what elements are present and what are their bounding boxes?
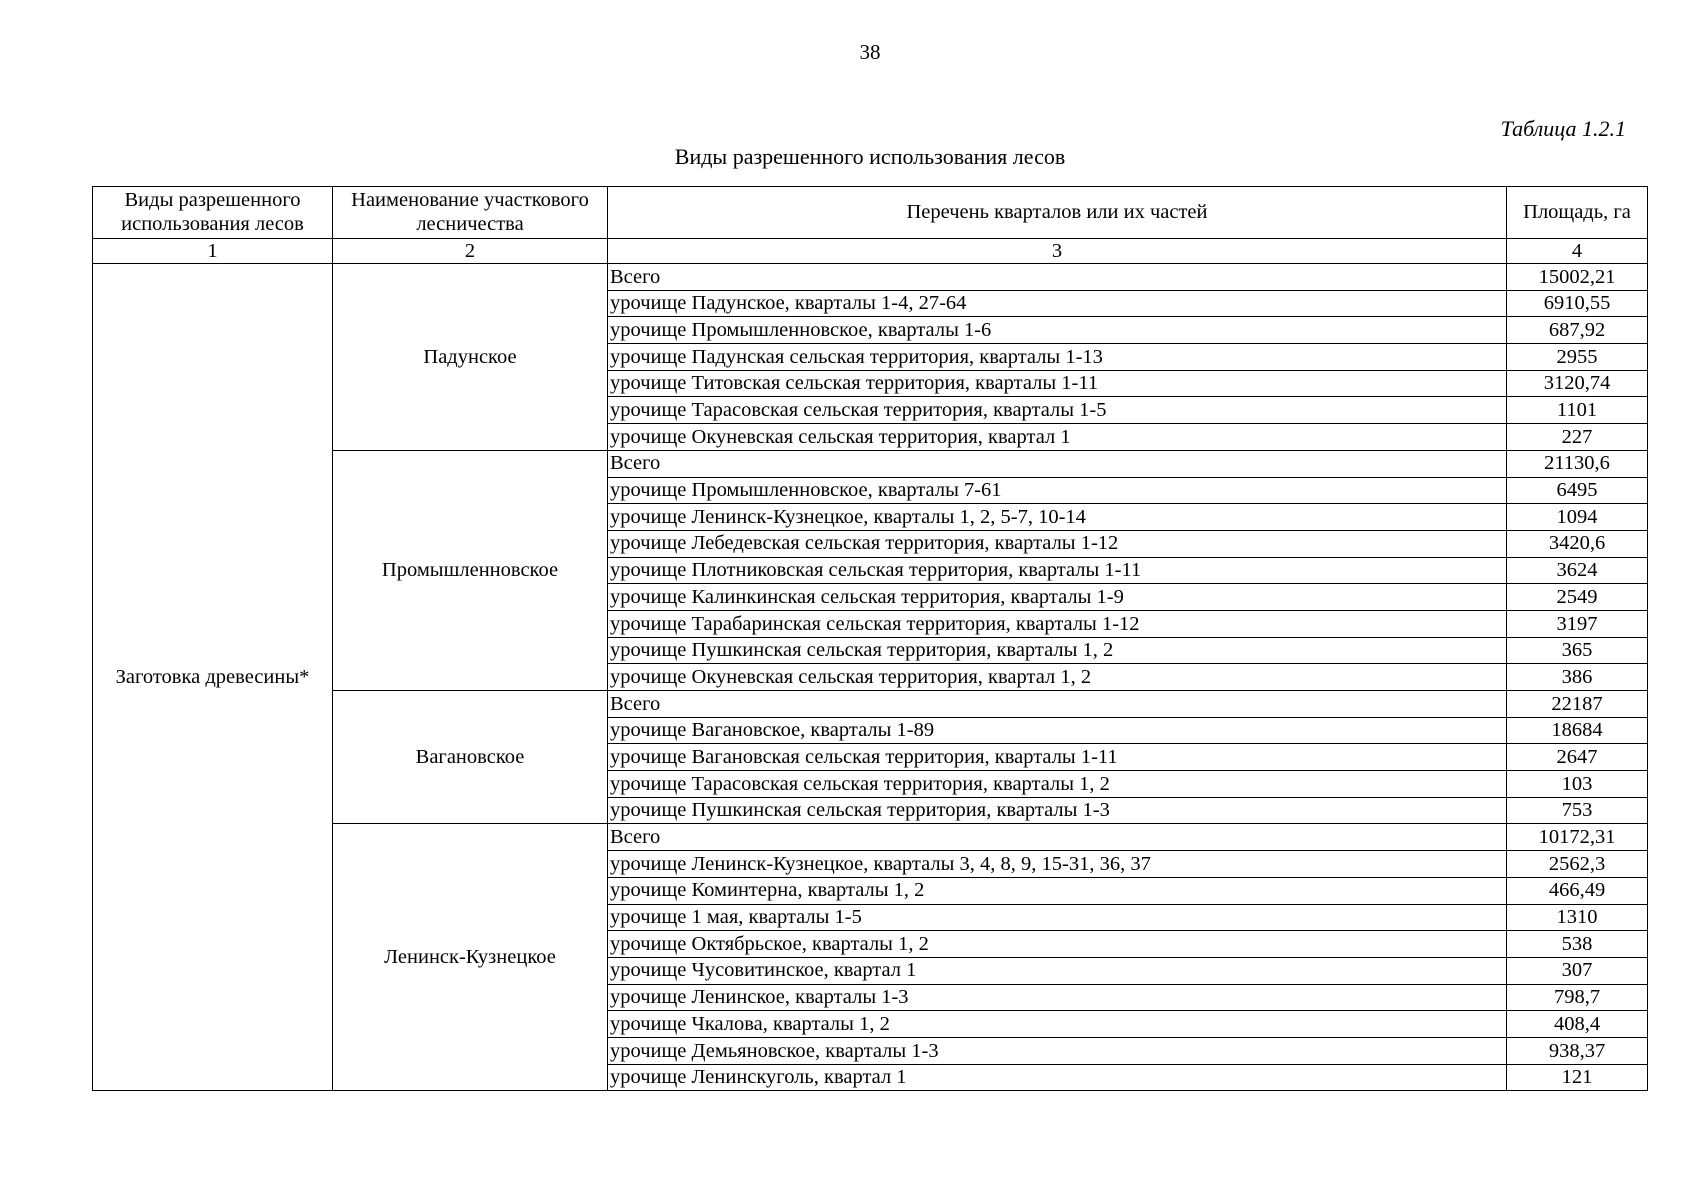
quarters-cell: урочище Окуневская сельская территория, квартал 1 — [608, 424, 1507, 451]
quarters-cell: урочище Тарасовская сельская территория, кварталы 1, 2 — [608, 771, 1507, 798]
quarters-cell: урочище Промышленновское, кварталы 1-6 — [608, 317, 1507, 344]
quarters-cell: урочище Пушкинская сельская территория, кварталы 1-3 — [608, 797, 1507, 824]
quarters-cell: урочище Вагановское, кварталы 1-89 — [608, 717, 1507, 744]
forestry-name-cell: Падунское — [333, 264, 608, 451]
quarters-cell: урочище Демьяновское, кварталы 1-3 — [608, 1037, 1507, 1064]
quarters-cell: урочище Пушкинская сельская территория, кварталы 1, 2 — [608, 637, 1507, 664]
quarters-cell: урочище Коминтерна, кварталы 1, 2 — [608, 877, 1507, 904]
area-cell: 103 — [1507, 771, 1648, 798]
header-forestry: Наименование участкового лесничества — [333, 187, 608, 239]
forest-use-table — [92, 186, 1648, 1091]
quarters-cell: урочище 1 мая, кварталы 1-5 — [608, 904, 1507, 931]
area-cell: 386 — [1507, 664, 1648, 691]
area-cell: 3197 — [1507, 610, 1648, 637]
quarters-cell: урочище Титовская сельская территория, кварталы 1-11 — [608, 370, 1507, 397]
quarters-cell: урочище Чкалова, кварталы 1, 2 — [608, 1011, 1507, 1038]
quarters-cell: урочище Промышленновское, кварталы 7-61 — [608, 477, 1507, 504]
table-header-row — [93, 187, 1648, 239]
quarters-cell: Всего — [608, 450, 1507, 477]
area-cell: 938,37 — [1507, 1037, 1648, 1064]
area-cell: 307 — [1507, 957, 1648, 984]
quarters-cell: урочище Ленинск-Кузнецкое, кварталы 3, 4, 8, 9, 15-31, 36, 37 — [608, 851, 1507, 878]
use-type-cell: Заготовка древесины* — [93, 264, 333, 1091]
quarters-cell: урочище Ленинскуголь, квартал 1 — [608, 1064, 1507, 1091]
area-cell: 408,4 — [1507, 1011, 1648, 1038]
quarters-cell: Всего — [608, 824, 1507, 851]
column-number: 4 — [1507, 239, 1648, 264]
area-cell: 10172,31 — [1507, 824, 1648, 851]
header-area: Площадь, га — [1507, 187, 1648, 239]
quarters-cell: урочище Тарабаринская сельская территория, кварталы 1-12 — [608, 610, 1507, 637]
area-cell: 3624 — [1507, 557, 1648, 584]
quarters-cell: урочище Вагановская сельская территория, кварталы 1-11 — [608, 744, 1507, 771]
area-cell: 2955 — [1507, 344, 1648, 371]
forestry-name-cell: Промышленновское — [333, 450, 608, 690]
area-cell: 365 — [1507, 637, 1648, 664]
area-cell: 687,92 — [1507, 317, 1648, 344]
forestry-name-cell: Ленинск-Кузнецкое — [333, 824, 608, 1091]
quarters-cell: урочище Октябрьское, кварталы 1, 2 — [608, 931, 1507, 958]
quarters-cell: урочище Калинкинская сельская территория, кварталы 1-9 — [608, 584, 1507, 611]
area-cell: 2562,3 — [1507, 851, 1648, 878]
area-cell: 798,7 — [1507, 984, 1648, 1011]
area-cell: 1101 — [1507, 397, 1648, 424]
area-cell: 1094 — [1507, 504, 1648, 531]
quarters-cell: урочище Ленинское, кварталы 1-3 — [608, 984, 1507, 1011]
quarters-cell: урочище Плотниковская сельская территория, кварталы 1-11 — [608, 557, 1507, 584]
area-cell: 6910,55 — [1507, 290, 1648, 317]
area-cell: 3420,6 — [1507, 530, 1648, 557]
area-cell: 1310 — [1507, 904, 1648, 931]
quarters-cell: урочище Ленинск-Кузнецкое, кварталы 1, 2, 5-7, 10-14 — [608, 504, 1507, 531]
quarters-cell: урочище Чусовитинское, квартал 1 — [608, 957, 1507, 984]
quarters-cell: урочище Окуневская сельская территория, квартал 1, 2 — [608, 664, 1507, 691]
area-cell: 22187 — [1507, 691, 1648, 718]
table-label: Таблица 1.2.1 — [1500, 116, 1626, 141]
column-number: 1 — [93, 239, 333, 264]
table-title: Виды разрешенного использования лесов — [674, 144, 1066, 169]
area-cell: 3120,74 — [1507, 370, 1648, 397]
page-number: 38 — [859, 40, 881, 64]
quarters-cell: урочище Тарасовская сельская территория, кварталы 1-5 — [608, 397, 1507, 424]
quarters-cell: урочище Лебедевская сельская территория, кварталы 1-12 — [608, 530, 1507, 557]
quarters-cell: Всего — [608, 691, 1507, 718]
column-number-row — [93, 239, 1648, 264]
area-cell: 753 — [1507, 797, 1648, 824]
forestry-name-cell: Вагановское — [333, 691, 608, 824]
quarters-cell: урочище Падунская сельская территория, кварталы 1-13 — [608, 344, 1507, 371]
area-cell: 2647 — [1507, 744, 1648, 771]
quarters-cell: Всего — [608, 264, 1507, 291]
area-cell: 538 — [1507, 931, 1648, 958]
header-quarters: Перечень кварталов или их частей — [608, 187, 1507, 239]
area-cell: 227 — [1507, 424, 1648, 451]
area-cell: 2549 — [1507, 584, 1648, 611]
quarters-cell: урочище Падунское, кварталы 1-4, 27-64 — [608, 290, 1507, 317]
column-number: 3 — [608, 239, 1507, 264]
area-cell: 121 — [1507, 1064, 1648, 1091]
header-use-type: Виды разрешенного использования лесов — [93, 187, 333, 239]
column-number: 2 — [333, 239, 608, 264]
area-cell: 6495 — [1507, 477, 1648, 504]
area-cell: 18684 — [1507, 717, 1648, 744]
area-cell: 466,49 — [1507, 877, 1648, 904]
area-cell: 21130,6 — [1507, 450, 1648, 477]
table-row — [93, 264, 1648, 291]
area-cell: 15002,21 — [1507, 264, 1648, 291]
